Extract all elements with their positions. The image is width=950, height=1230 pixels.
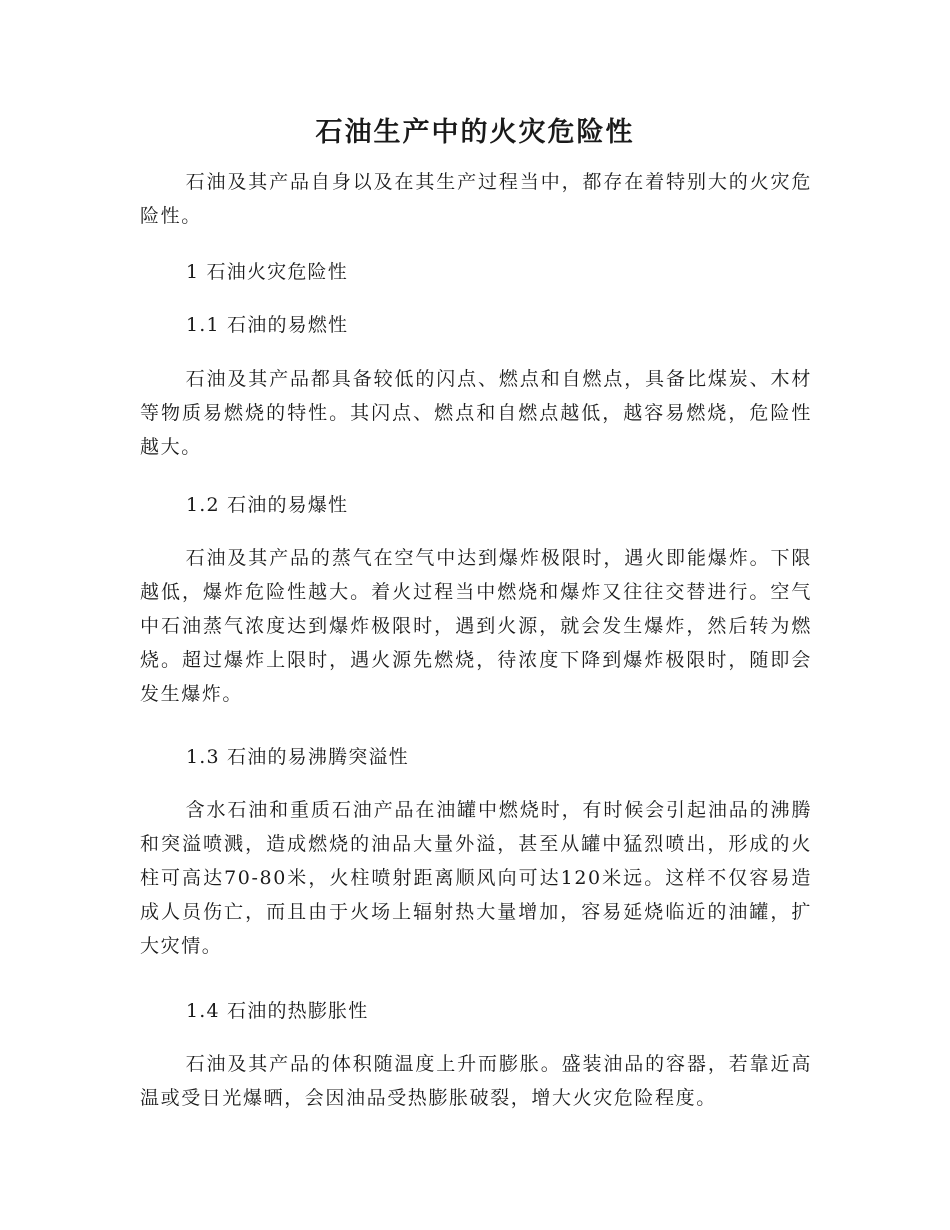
section-heading-1-4: 1.4 石油的热膨胀性 xyxy=(186,1000,369,1022)
section-heading-1-3: 1.3 石油的易沸腾突溢性 xyxy=(186,746,409,768)
intro-paragraph: 石油及其产品自身以及在其生产过程当中，都存在着特别大的火灾危险性。 xyxy=(140,171,812,227)
section-body-1-4: 石油及其产品的体积随温度上升而膨胀。盛装油品的容器，若靠近高温或受日光爆晒，会因油品受热膨胀破裂，增大火灾危险程度。 xyxy=(140,1053,812,1109)
section-heading-1-2: 1.2 石油的易爆性 xyxy=(186,494,349,516)
section-body-1-3: 含水石油和重质石油产品在油罐中燃烧时，有时候会引起油品的沸腾和突溢喷溅，造成燃烧的油品大量外溢，甚至从罐中猛烈喷出，形成的火柱可高达70-80米，火柱喷射距离顺风向可达120米远。这样不仅容易造成人员伤亡，而且由于火场上辐射热大量增加，容易延烧临近的油罐，扩大灾情。 xyxy=(140,799,812,957)
document-title: 石油生产中的火灾危险性 xyxy=(315,117,635,148)
section-body-1-2: 石油及其产品的蒸气在空气中达到爆炸极限时，遇火即能爆炸。下限越低，爆炸危险性越大。着火过程当中燃烧和爆炸又往往交替进行。空气中石油蒸气浓度达到爆炸极限时，遇到火源，就会发生爆炸，然后转为燃烧。超过爆炸上限时，遇火源先燃烧，待浓度下降到爆炸极限时，随即会发生爆炸。 xyxy=(140,547,812,705)
section-heading-1-1: 1.1 石油的易燃性 xyxy=(186,314,349,336)
section-heading-1: 1 石油火灾危险性 xyxy=(186,261,348,283)
section-body-1-1: 石油及其产品都具备较低的闪点、燃点和自燃点，具备比煤炭、木材等物质易燃烧的特性。其闪点、燃点和自燃点越低，越容易燃烧，危险性越大。 xyxy=(140,368,812,458)
